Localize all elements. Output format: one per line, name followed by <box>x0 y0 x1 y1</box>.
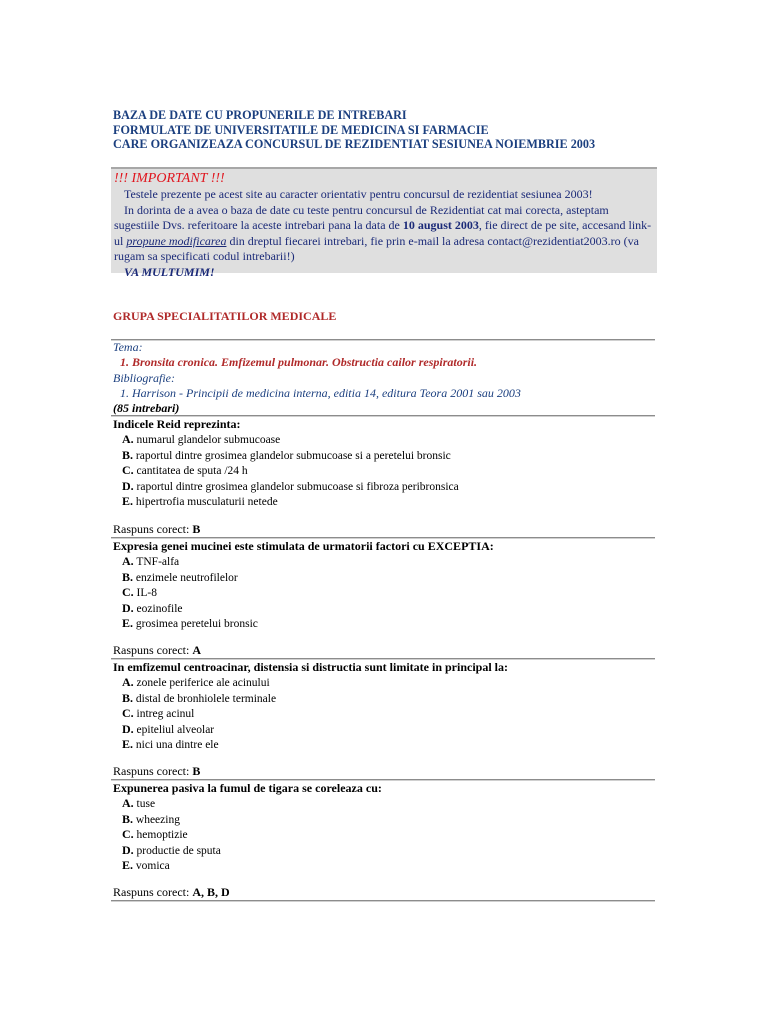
option-text: nici una dintre ele <box>135 739 219 752</box>
answer-label: Raspuns corect: <box>113 764 190 778</box>
bibliography-label: Bibliografie: <box>113 370 175 385</box>
option-text: grosimea peretelui bronsic <box>135 618 258 631</box>
option-c <box>113 585 653 601</box>
option-letter: B. <box>122 447 134 462</box>
option-e <box>113 616 653 632</box>
option-d <box>113 479 653 495</box>
group-title: GRUPA SPECIALITATILOR MEDICALE <box>113 309 337 323</box>
option-text: TNF-alfa <box>136 556 180 568</box>
option-a <box>113 796 653 812</box>
topic-label: Tema: <box>113 340 143 354</box>
option-text: tuse <box>136 798 156 810</box>
option-c <box>113 463 653 479</box>
important-paragraph-1 <box>114 187 657 203</box>
important-text-1: Testele prezente pe acest site au caracter orientativ pentru concursul de rezidentiat sesiunea 2003! <box>124 187 593 201</box>
important-text-2c: din dreptul fiecarei intrebari, fie prin e-mail la adresa contact@rezidentiat2003.ro (va rugam sa specificati codul intrebarii!) <box>114 233 639 264</box>
option-d <box>113 843 653 859</box>
option-letter: E. <box>122 737 134 752</box>
option-letter: C. <box>122 585 134 600</box>
option-text: cantitatea de sputa /24 h <box>136 465 248 478</box>
correct-answer <box>113 522 200 537</box>
option-letter: E. <box>122 616 134 631</box>
option-letter: E. <box>122 858 134 873</box>
answer-value: B <box>192 764 201 778</box>
option-text: wheezing <box>135 813 180 826</box>
option-letter: A. <box>122 432 134 446</box>
answer-label: Raspuns corect: <box>113 885 190 899</box>
divider <box>111 900 655 902</box>
option-d <box>113 722 653 738</box>
option-d <box>113 601 653 617</box>
topic-title: 1. Bronsita cronica. Emfizemul pulmonar. Obstructia cailor respiratorii. <box>120 355 478 370</box>
option-letter: E. <box>122 494 134 509</box>
header-line-2: FORMULATE DE UNIVERSITATILE DE MEDICINA SI FARMACIE <box>113 122 489 137</box>
important-text-2a: In dorinta de a avea o baza de date cu teste pentru concursul de Rezidentiat cat mai corecta, asteptam sugestiile Dvs. referitoare la aceste intrebari pana la data de <box>114 202 609 233</box>
answer-label: Raspuns corect: <box>113 643 190 657</box>
document-header <box>113 108 673 152</box>
question-4 <box>113 781 653 874</box>
question-2 <box>113 539 653 632</box>
option-c <box>113 706 653 722</box>
option-letter: D. <box>122 600 134 615</box>
question-text: Indicele Reid reprezinta: <box>113 417 241 431</box>
option-letter: B. <box>122 811 134 826</box>
option-letter: A. <box>122 796 134 810</box>
option-text: hipertrofia musculaturii netede <box>135 496 278 509</box>
option-text: vomica <box>135 860 170 873</box>
option-letter: C. <box>122 827 134 842</box>
answer-label: Raspuns corect: <box>113 522 190 536</box>
question-text: Expresia genei mucinei este stimulata de urmatorii factori cu EXCEPTIA: <box>113 539 494 553</box>
option-text: productie de sputa <box>136 844 221 857</box>
option-a <box>113 554 653 570</box>
option-letter: C. <box>122 706 134 721</box>
option-b <box>113 570 653 586</box>
answer-value: A, B, D <box>192 885 230 899</box>
option-e <box>113 858 653 874</box>
important-notice <box>111 167 657 279</box>
thanks-text: VA MULTUMIM! <box>124 264 215 279</box>
header-line-3: CARE ORGANIZEAZA CONCURSUL DE REZIDENTIAT SESIUNEA NOIEMBRIE 2003 <box>113 137 596 151</box>
answer-value: A <box>192 643 201 657</box>
option-text: epiteliul alveolar <box>136 723 215 736</box>
option-text: raportul dintre grosimea glandelor submucoase si fibroza peribronsica <box>136 480 459 493</box>
option-e <box>113 737 653 753</box>
correct-answer <box>113 643 201 658</box>
option-text: intreg acinul <box>136 708 195 721</box>
option-letter: A. <box>122 554 134 568</box>
option-letter: C. <box>122 463 134 478</box>
option-e <box>113 494 653 510</box>
option-text: enzimele neutrofilelor <box>135 571 238 584</box>
topic-block <box>113 340 653 416</box>
bibliography-entry: 1. Harrison - Principii de medicina interna, editia 14, editura Teora 2001 sau 2003 <box>120 385 521 400</box>
option-text: hemoptizie <box>136 829 188 842</box>
correct-answer <box>113 885 230 900</box>
option-letter: A. <box>122 675 134 689</box>
important-title: !!! IMPORTANT !!! <box>114 171 225 186</box>
propose-change-link[interactable]: propune modificarea <box>126 233 227 248</box>
option-letter: D. <box>122 478 134 493</box>
option-a <box>113 432 653 448</box>
header-line-1: BAZA DE DATE CU PROPUNERILE DE INTREBARI <box>113 108 407 122</box>
option-b <box>113 812 653 828</box>
option-b <box>113 691 653 707</box>
question-3 <box>113 660 653 753</box>
option-letter: B. <box>122 569 134 584</box>
deadline-date: 10 august 2003 <box>402 218 479 233</box>
option-b <box>113 448 653 464</box>
option-letter: D. <box>122 721 134 736</box>
question-text: Expunerea pasiva la fumul de tigara se coreleaza cu: <box>113 781 382 795</box>
option-text: eozinofile <box>136 602 183 615</box>
option-text: IL-8 <box>136 587 157 600</box>
option-letter: D. <box>122 842 134 857</box>
correct-answer <box>113 764 200 779</box>
question-1 <box>113 417 653 510</box>
option-a <box>113 675 653 691</box>
answer-value: B <box>192 522 201 536</box>
option-text: distal de bronhiolele terminale <box>135 692 277 705</box>
important-paragraph-2 <box>114 203 657 265</box>
important-text-2b: , fie direct de pe site, accesand link-ul <box>114 218 652 248</box>
option-text: raportul dintre grosimea glandelor submucoase si a peretelui bronsic <box>135 449 451 462</box>
question-count: (85 intrebari) <box>113 401 180 416</box>
option-text: zonele periferice ale acinului <box>136 677 270 689</box>
option-c <box>113 827 653 843</box>
option-text: numarul glandelor submucoase <box>136 434 281 446</box>
option-letter: B. <box>122 690 134 705</box>
question-text: In emfizemul centroacinar, distensia si distructia sunt limitate in principal la: <box>113 660 508 674</box>
